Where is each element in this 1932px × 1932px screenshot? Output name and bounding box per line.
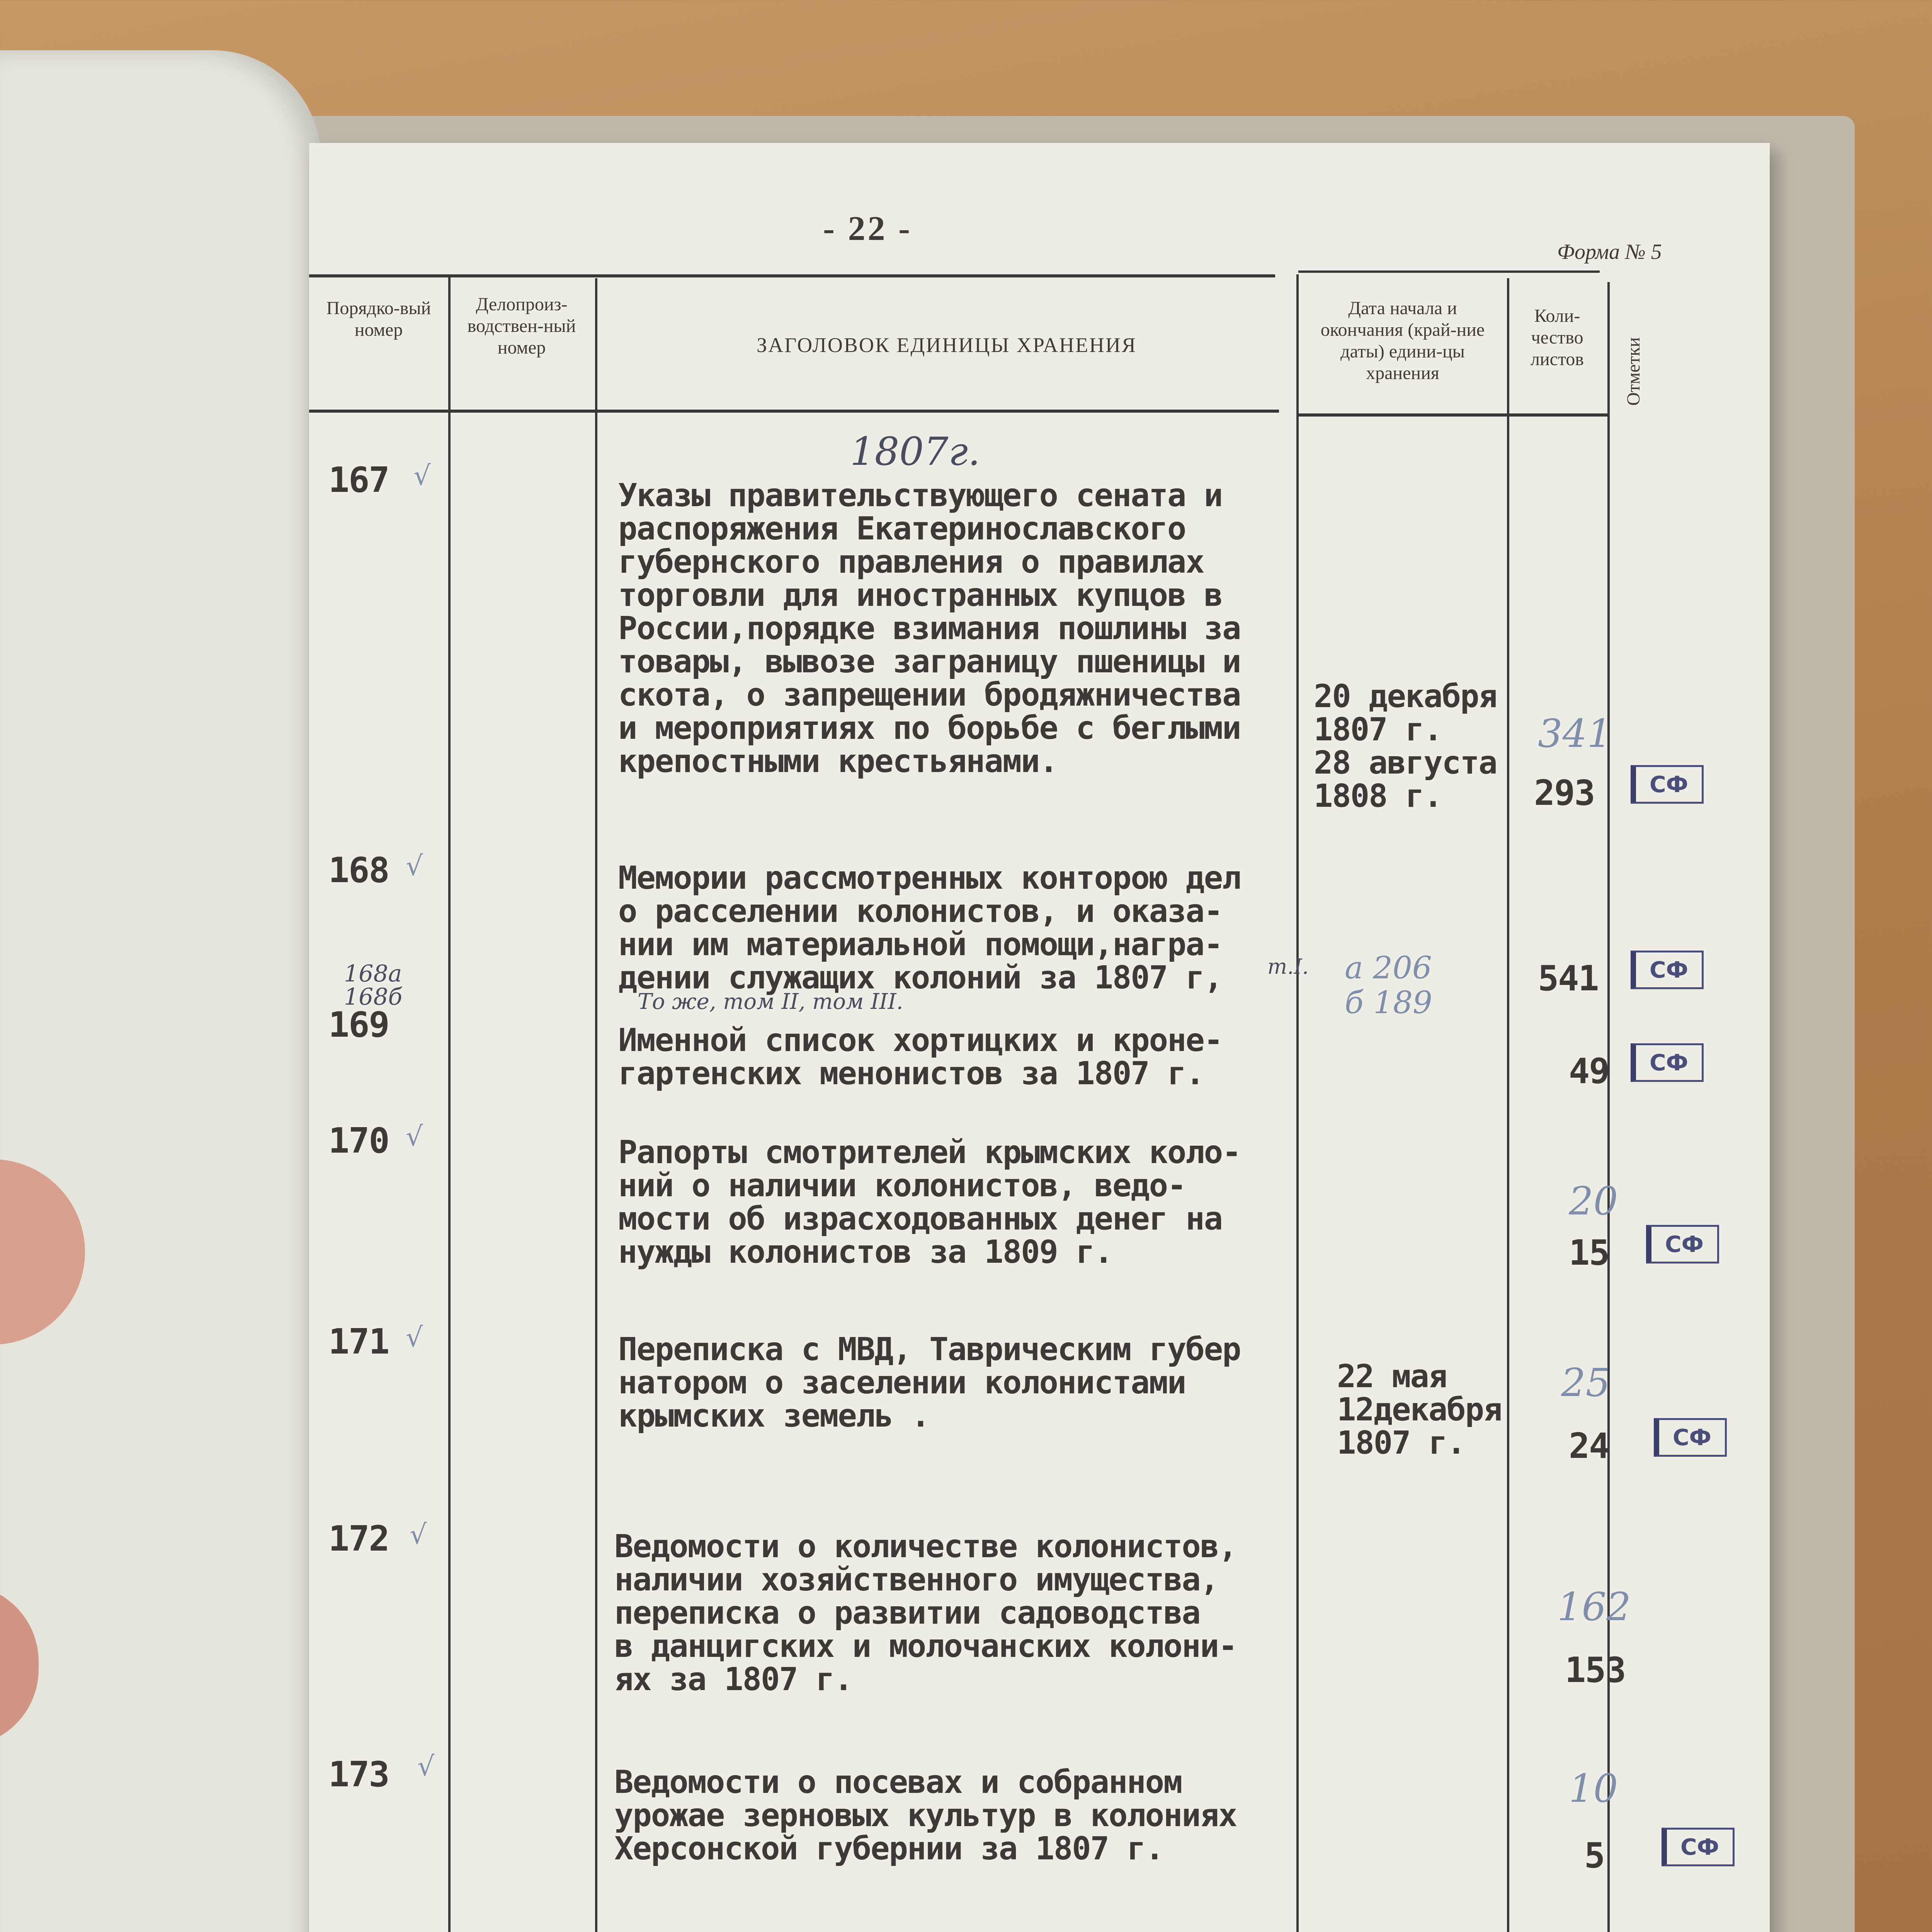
stamp-sf: СФ bbox=[1654, 1418, 1727, 1457]
row-sheets-173: 5 bbox=[1584, 1835, 1605, 1876]
row-title-169: Именной список хортицких и кроне- гартенских менонистов за 1807 г. bbox=[618, 1022, 1223, 1092]
row-number-167: 167 bbox=[328, 460, 389, 500]
col-header-dates: Дата начала и окончания (край-ние даты) едини-цы хранения bbox=[1320, 298, 1485, 383]
check-mark-icon: √ bbox=[413, 460, 431, 492]
left-page bbox=[0, 50, 321, 1932]
col-line-2 bbox=[595, 278, 597, 1932]
col-header-office: Делопроиз-водствен-ный номер bbox=[467, 294, 576, 358]
header-bottom-rule bbox=[309, 410, 1279, 413]
row-number-172: 172 bbox=[328, 1519, 389, 1559]
row-hand-suffix-168: т.I. bbox=[1267, 954, 1309, 979]
check-mark-icon: √ bbox=[417, 1750, 435, 1782]
row-sheets-168: 541 bbox=[1538, 958, 1599, 999]
header-top-rule-right bbox=[1298, 270, 1600, 273]
row-sheets-169: 49 bbox=[1569, 1051, 1609, 1092]
row-number-170: 170 bbox=[328, 1121, 389, 1161]
year-note: 1807г. bbox=[850, 429, 980, 474]
row-dates-171: 22 мая 12декабря 1807 г. bbox=[1337, 1358, 1502, 1461]
col-line-1 bbox=[448, 274, 451, 1932]
col-header-count: Коли-чество листов bbox=[1531, 306, 1584, 369]
row-sheets-172: 153 bbox=[1565, 1650, 1626, 1690]
check-mark-icon: √ bbox=[410, 1519, 427, 1550]
page-number: - 22 - bbox=[823, 209, 912, 248]
row-sheets-hand-173: 10 bbox=[1569, 1766, 1618, 1811]
stamp-sf: СФ bbox=[1631, 951, 1704, 989]
stamp-sf: СФ bbox=[1662, 1828, 1735, 1866]
row-title-173: Ведомости о посевах и собранном урожае зерновых культур в колониях Херсонской губернии за 1807 г. bbox=[614, 1764, 1237, 1867]
stamp-sf: СФ bbox=[1631, 765, 1704, 804]
row-number-173: 173 bbox=[328, 1754, 389, 1795]
row-sheets-hand-167: 341 bbox=[1538, 711, 1612, 756]
col-header-marks: Отметки bbox=[1623, 337, 1644, 406]
col-header-seq: Порядко-вый номер bbox=[326, 298, 431, 340]
check-mark-icon: √ bbox=[406, 1121, 423, 1152]
row-sheets-hand-168: а 206 б 189 bbox=[1345, 950, 1432, 1020]
check-mark-icon: √ bbox=[406, 1321, 423, 1353]
row-title-168: Мемории рассмотренных конторою дел о расселении колонистов, и оказа- нии им материальной помощи,награ- дении служащих колоний за 1807 г, bbox=[618, 860, 1241, 996]
row-sheets-hand-170: 20 bbox=[1569, 1179, 1618, 1224]
header-bottom-rule-right bbox=[1298, 413, 1607, 417]
row-title-170: Рапорты смотрителей крымских коло- ний о наличии колонистов, ведо- мости об израсходованных денег на нужды колонистов за 1809 г. bbox=[618, 1134, 1241, 1270]
row-sheets-170: 15 bbox=[1569, 1233, 1609, 1273]
form-label: Форма № 5 bbox=[1557, 240, 1662, 264]
row-sheets-167: 293 bbox=[1534, 773, 1595, 813]
row-number-169: 169 bbox=[328, 1005, 389, 1045]
row-title-172: Ведомости о количестве колонистов, наличии хозяйственного имущества, переписка о развитии садоводства в данцигских и молочанских колони- ях за 1807 г. bbox=[614, 1528, 1237, 1698]
stamp-sf: СФ bbox=[1631, 1043, 1704, 1082]
header-top-rule bbox=[309, 274, 1275, 277]
row-sheets-hand-172: 162 bbox=[1557, 1584, 1631, 1629]
row-sheets-171: 24 bbox=[1569, 1426, 1609, 1466]
row-number-168: 168 bbox=[328, 850, 389, 891]
row-dates-167: 20 декабря 1807 г. 28 августа 1808 г. bbox=[1314, 678, 1497, 815]
col-line-3 bbox=[1296, 274, 1299, 1932]
stamp-sf: СФ bbox=[1646, 1225, 1719, 1264]
col-header-title: ЗАГОЛОВОК ЕДИНИЦЫ ХРАНЕНИЯ bbox=[757, 333, 1137, 357]
document-page bbox=[309, 143, 1770, 1932]
row-title-167: Указы правительствующего сената и распоряжения Екатеринославского губернского правления о правилах торговли для иностранных купцов в России,порядке взимания пошлины за товары, вывозе заграницу пшеницы и скота, о запрещении бродяжничества и мероприятиях по борьбе с беглыми крепостными крестьянами. bbox=[618, 477, 1241, 780]
row-title-171: Переписка с МВД, Таврическим губер натором о заселении колонистами крымских земель . bbox=[618, 1331, 1241, 1434]
check-mark-icon: √ bbox=[406, 850, 423, 882]
row-number-171: 171 bbox=[328, 1321, 389, 1362]
row-sub-note-168: То же, том II, том III. bbox=[638, 989, 903, 1014]
row-sub-numbers-168: 168а 168б bbox=[344, 960, 403, 1010]
row-sheets-hand-171: 25 bbox=[1561, 1360, 1611, 1405]
col-line-4 bbox=[1507, 278, 1509, 1932]
